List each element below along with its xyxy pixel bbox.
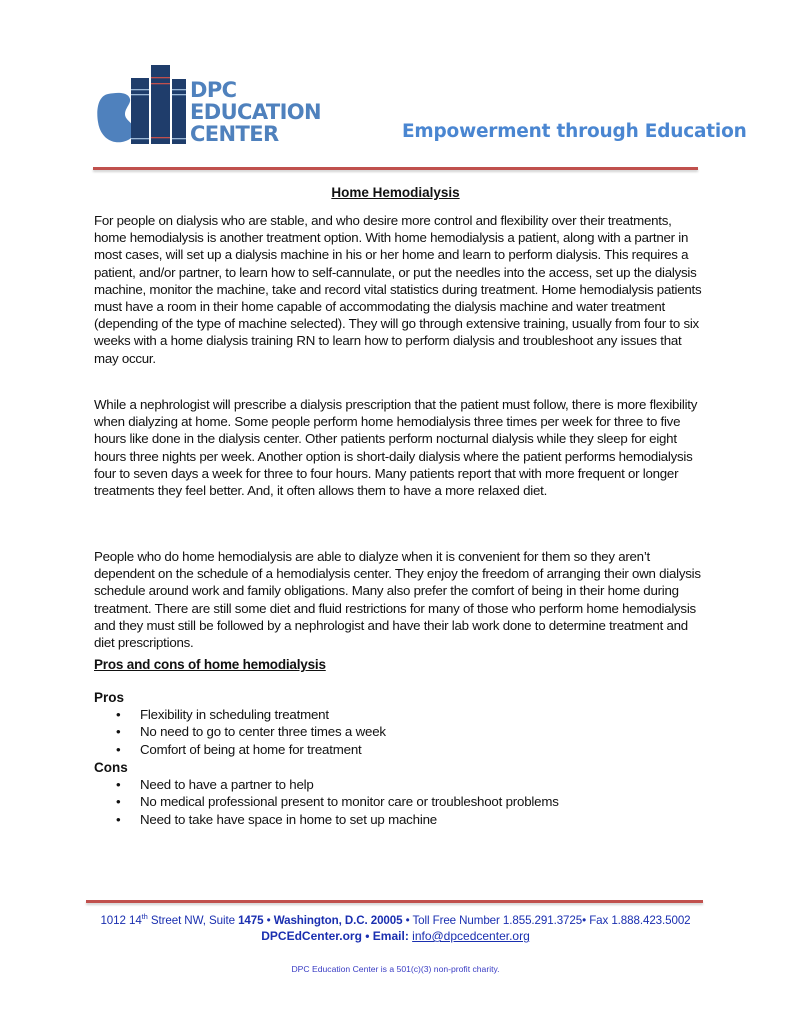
footer-contact-line: 1012 14th Street NW, Suite 1475 • Washington, D.C. 20005 • Toll Free Number 1.855.291.3725• Fax 1.888.423.5002 <box>100 912 691 927</box>
tagline: Empowerment through Education <box>402 121 747 142</box>
list-item: • No medical professional present to monitor care or troubleshoot problems <box>116 794 559 810</box>
bullet-icon: • <box>116 707 121 722</box>
list-item: • Comfort of being at home for treatment <box>116 741 362 757</box>
list-item: • No need to go to center three times a week <box>116 724 386 740</box>
website-link[interactable]: DPCEdCenter.org <box>261 929 362 943</box>
footer-divider <box>86 900 703 903</box>
suite-number: 1475 <box>238 913 264 927</box>
bullet-icon: • <box>116 811 121 827</box>
charity-note: DPC Education Center is a 501(c)(3) non-profit charity. <box>291 964 500 974</box>
bullet-icon: • <box>116 777 121 792</box>
email-link[interactable]: info@dpcedcenter.org <box>412 929 530 943</box>
header-divider <box>93 167 698 170</box>
paragraph-1 <box>94 212 706 367</box>
email-label: Email: <box>372 929 413 943</box>
pros-list <box>94 706 386 758</box>
logo-line-1: DPC <box>190 78 237 102</box>
logo-line-2: EDUCATION <box>190 100 322 124</box>
address-street: Street NW, Suite <box>147 913 239 927</box>
paragraph-text: People who do home hemodialysis are able to dialyze when it is convenient for them so they aren’t dependent on the schedule of a hemodialysis center. They enjoy the freedom of arranging their own dialysis schedule around work and family obligations. Many also prefer the comfort of being in their home during treatment. There are still some diet and fluid restrictions for many of those who perform home hemodialysis and they must still be followed by a nephrologist and have their lab work done to determine treatment and diet prescriptions. <box>94 549 701 651</box>
toll-free: • Toll Free Number 1.855.291.3725 <box>402 913 583 927</box>
list-item: • Need to take have space in home to set up machine <box>116 811 437 827</box>
address-ordinal: th <box>141 912 148 921</box>
logo-line-3: CENTER <box>190 122 279 146</box>
cons-list <box>94 776 559 828</box>
address-number: 1012 14 <box>100 913 142 927</box>
city: Washington, D.C. 20005 <box>273 913 403 927</box>
list-item: • Need to have a partner to help <box>116 777 314 792</box>
bullet-icon: • <box>116 724 121 740</box>
paragraph-text: While a nephrologist will prescribe a dialysis prescription that the patient must follow, there is more flexibility when dialyzing at home. Some people perform home hemodialysis three times per week for three to five hours like done in the dialysis center. Other patients perform nocturnal dialysis while they sleep for eight hours three nights per week. Another option is short-daily dialysis where the patient performs hemodialysis four to seven days a week for three to four hours. Many patients report that with more frequent or longer treatments they feel better. And, it often allows them to have a more relaxed diet. <box>94 397 698 499</box>
pros-label: Pros <box>94 690 125 705</box>
logo-wordmark <box>190 79 321 145</box>
bullet-icon: • <box>116 794 121 810</box>
fax: • Fax 1.888.423.5002 <box>582 913 691 927</box>
dpc-logo <box>94 62 334 152</box>
list-item: • Flexibility in scheduling treatment <box>116 707 329 722</box>
page-title: Home Hemodialysis <box>331 185 460 200</box>
footer-web-line: DPCEdCenter.org • Email: info@dpcedcenter.org <box>261 929 530 943</box>
pros-cons-heading: Pros and cons of home hemodialysis <box>94 657 326 672</box>
paragraph-3 <box>94 548 706 651</box>
paragraph-2 <box>94 396 706 499</box>
paragraph-text: For people on dialysis who are stable, and who desire more control and flexibility over their treatments, home hemodialysis is another treatment option. With home hemodialysis a patient, along with a partner in most cases, will set up a dialysis machine in his or her home and learn to perform dialysis. This requires a patient, and/or partner, to learn how to self-cannulate, or put the needles into the access, set up the dialysis machine, monitor the machine, take and record vital statistics during treatment. Home hemodialysis patients must have a room in their home capable of accommodating the dialysis machine and water treatment (depending of the type of machine selected). They will go through extensive training, usually from four to six weeks with a home dialysis training RN to learn how to perform dialysis and troubleshoot any issues that may occur. <box>94 213 702 366</box>
cons-label: Cons <box>94 760 128 775</box>
bullet-icon: • <box>116 741 121 757</box>
kidney-books-logo-icon <box>94 62 189 147</box>
